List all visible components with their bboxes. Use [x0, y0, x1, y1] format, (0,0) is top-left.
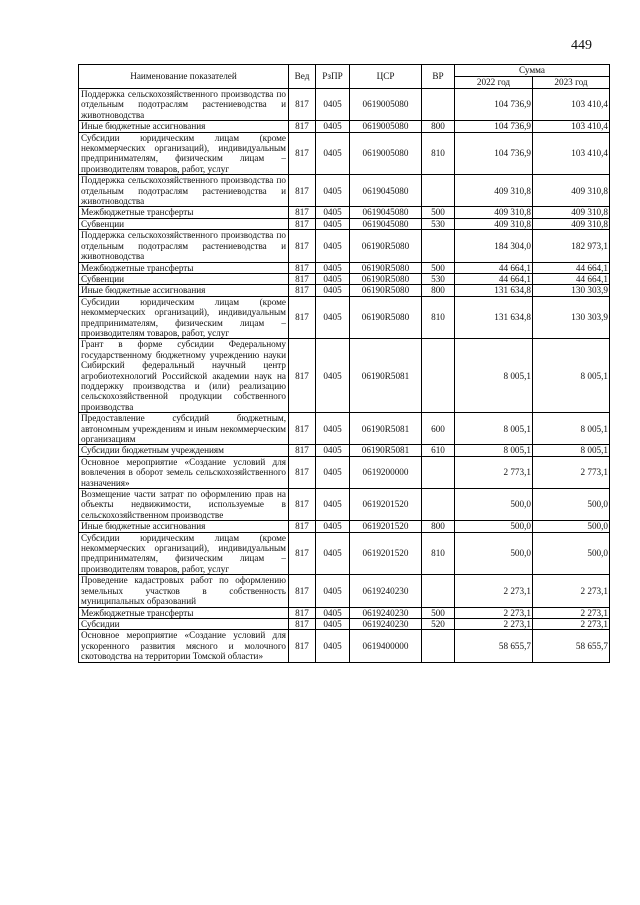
cell-rzpr: 0405 — [316, 521, 350, 532]
cell-ved: 817 — [289, 521, 316, 532]
cell-ved: 817 — [289, 445, 316, 456]
cell-name: Субсидии юридическим лицам (кроме некоммерческих организаций), индивидуальным предпринимателям, физическим лицам – производителям товаров, работ, услуг — [79, 532, 289, 575]
cell-rzpr: 0405 — [316, 296, 350, 339]
table-body — [79, 89, 610, 663]
table-row — [79, 339, 610, 413]
cell-csr: 0619005080 — [350, 89, 422, 121]
cell-vr: 800 — [422, 121, 455, 132]
table-row — [79, 175, 610, 207]
header-sum: Сумма — [455, 65, 610, 77]
cell-sum-2023: 500,0 — [533, 532, 610, 575]
table-row — [79, 445, 610, 456]
cell-sum-2022: 2 273,1 — [455, 575, 533, 607]
table-row — [79, 296, 610, 339]
cell-sum-2022: 500,0 — [455, 489, 533, 521]
cell-name: Основное мероприятие «Создание условий для вовлечения в оборот земель сельскохозяйственного назначения» — [79, 456, 289, 488]
cell-ved: 817 — [289, 273, 316, 284]
cell-ved: 817 — [289, 489, 316, 521]
cell-name: Субсидии — [79, 618, 289, 629]
cell-sum-2022: 409 310,8 — [455, 218, 533, 229]
cell-vr — [422, 175, 455, 207]
cell-sum-2022: 409 310,8 — [455, 175, 533, 207]
cell-sum-2022: 104 736,9 — [455, 121, 533, 132]
cell-sum-2022: 184 304,0 — [455, 230, 533, 262]
cell-sum-2023: 44 664,1 — [533, 273, 610, 284]
cell-csr: 0619045080 — [350, 218, 422, 229]
cell-sum-2022: 8 005,1 — [455, 339, 533, 413]
cell-sum-2022: 2 273,1 — [455, 607, 533, 618]
cell-name: Проведение кадастровых работ по оформлению земельных участков в собственность муниципальных образований — [79, 575, 289, 607]
cell-sum-2022: 500,0 — [455, 532, 533, 575]
table-row — [79, 207, 610, 218]
cell-ved: 817 — [289, 285, 316, 296]
table-row — [79, 575, 610, 607]
cell-name: Основное мероприятие «Создание условий для ускоренного развития мясного и молочного скотоводства на территории Томской области» — [79, 630, 289, 662]
cell-rzpr: 0405 — [316, 230, 350, 262]
cell-name: Предоставление субсидий бюджетным, автономным учреждениям и иным некоммерческим организациям — [79, 413, 289, 445]
cell-sum-2023: 182 973,1 — [533, 230, 610, 262]
cell-csr: 06190R5081 — [350, 339, 422, 413]
cell-ved: 817 — [289, 207, 316, 218]
cell-name: Грант в форме субсидии Федеральному государственному бюджетному учреждению науки Сибирский федеральный научный центр агробиотехнологий Российской академии наук на поддержку производства и (или) реализацию сельскохозяйственной продукции собственного производства — [79, 339, 289, 413]
table-row — [79, 285, 610, 296]
cell-sum-2023: 103 410,4 — [533, 132, 610, 175]
cell-ved: 817 — [289, 262, 316, 273]
cell-csr: 06190R5081 — [350, 445, 422, 456]
cell-name: Поддержка сельскохозяйственного производства по отдельным подотраслям растениеводства и животноводства — [79, 89, 289, 121]
cell-vr — [422, 89, 455, 121]
table-row — [79, 273, 610, 284]
cell-csr: 0619201520 — [350, 521, 422, 532]
header-year-2022: 2022 год — [455, 77, 533, 89]
cell-rzpr: 0405 — [316, 132, 350, 175]
cell-vr — [422, 630, 455, 662]
cell-rzpr: 0405 — [316, 121, 350, 132]
cell-sum-2023: 409 310,8 — [533, 207, 610, 218]
cell-vr — [422, 230, 455, 262]
table-row — [79, 630, 610, 662]
cell-sum-2022: 131 634,8 — [455, 285, 533, 296]
table-header — [79, 65, 610, 89]
cell-rzpr: 0405 — [316, 218, 350, 229]
cell-sum-2022: 131 634,8 — [455, 296, 533, 339]
cell-rzpr: 0405 — [316, 262, 350, 273]
cell-sum-2023: 500,0 — [533, 489, 610, 521]
cell-sum-2023: 409 310,8 — [533, 218, 610, 229]
cell-sum-2022: 8 005,1 — [455, 445, 533, 456]
cell-csr: 06190R5080 — [350, 230, 422, 262]
cell-sum-2022: 58 655,7 — [455, 630, 533, 662]
cell-sum-2023: 500,0 — [533, 521, 610, 532]
cell-vr — [422, 575, 455, 607]
cell-ved: 817 — [289, 532, 316, 575]
cell-sum-2022: 500,0 — [455, 521, 533, 532]
cell-ved: 817 — [289, 296, 316, 339]
header-vr: ВР — [422, 65, 455, 89]
cell-vr: 600 — [422, 413, 455, 445]
cell-name: Иные бюджетные ассигнования — [79, 285, 289, 296]
table-row — [79, 489, 610, 521]
table-row — [79, 532, 610, 575]
cell-vr: 500 — [422, 262, 455, 273]
cell-vr — [422, 456, 455, 488]
table-row — [79, 230, 610, 262]
cell-sum-2022: 2 273,1 — [455, 618, 533, 629]
cell-sum-2022: 44 664,1 — [455, 273, 533, 284]
cell-sum-2023: 2 273,1 — [533, 618, 610, 629]
cell-ved: 817 — [289, 339, 316, 413]
table-row — [79, 521, 610, 532]
cell-vr: 810 — [422, 132, 455, 175]
cell-ved: 817 — [289, 175, 316, 207]
cell-vr: 810 — [422, 532, 455, 575]
cell-ved: 817 — [289, 630, 316, 662]
cell-csr: 0619240230 — [350, 575, 422, 607]
table-row — [79, 218, 610, 229]
cell-sum-2023: 44 664,1 — [533, 262, 610, 273]
cell-rzpr: 0405 — [316, 207, 350, 218]
cell-vr: 530 — [422, 273, 455, 284]
cell-csr: 0619045080 — [350, 175, 422, 207]
cell-sum-2022: 8 005,1 — [455, 413, 533, 445]
cell-rzpr: 0405 — [316, 456, 350, 488]
header-rzpr: РзПР — [316, 65, 350, 89]
header-ved: Вед — [289, 65, 316, 89]
cell-rzpr: 0405 — [316, 532, 350, 575]
cell-vr: 800 — [422, 521, 455, 532]
page-number: 449 — [571, 38, 592, 53]
table-row — [79, 121, 610, 132]
cell-vr: 810 — [422, 296, 455, 339]
cell-rzpr: 0405 — [316, 607, 350, 618]
cell-rzpr: 0405 — [316, 273, 350, 284]
cell-ved: 817 — [289, 618, 316, 629]
cell-ved: 817 — [289, 121, 316, 132]
cell-vr: 500 — [422, 607, 455, 618]
cell-csr: 0619200000 — [350, 456, 422, 488]
cell-vr: 800 — [422, 285, 455, 296]
table-row — [79, 618, 610, 629]
cell-ved: 817 — [289, 607, 316, 618]
cell-sum-2023: 8 005,1 — [533, 413, 610, 445]
cell-sum-2023: 8 005,1 — [533, 339, 610, 413]
table-row — [79, 607, 610, 618]
cell-csr: 06190R5080 — [350, 285, 422, 296]
cell-name: Субсидии юридическим лицам (кроме некоммерческих организаций), индивидуальным предпринимателям, физическим лицам – производителям товаров, работ, услуг — [79, 296, 289, 339]
cell-vr — [422, 489, 455, 521]
cell-name: Поддержка сельскохозяйственного производства по отдельным подотраслям растениеводства и животноводства — [79, 230, 289, 262]
cell-rzpr: 0405 — [316, 175, 350, 207]
cell-vr: 500 — [422, 207, 455, 218]
cell-sum-2022: 44 664,1 — [455, 262, 533, 273]
cell-csr: 06190R5080 — [350, 273, 422, 284]
cell-csr: 0619400000 — [350, 630, 422, 662]
cell-ved: 817 — [289, 230, 316, 262]
cell-sum-2023: 130 303,9 — [533, 285, 610, 296]
budget-table — [78, 64, 610, 663]
cell-csr: 0619201520 — [350, 532, 422, 575]
cell-csr: 0619240230 — [350, 618, 422, 629]
cell-sum-2023: 2 773,1 — [533, 456, 610, 488]
cell-sum-2023: 103 410,4 — [533, 121, 610, 132]
cell-name: Межбюджетные трансферты — [79, 207, 289, 218]
cell-csr: 0619201520 — [350, 489, 422, 521]
cell-sum-2022: 104 736,9 — [455, 132, 533, 175]
cell-name: Субсидии бюджетным учреждениям — [79, 445, 289, 456]
cell-rzpr: 0405 — [316, 618, 350, 629]
cell-vr: 520 — [422, 618, 455, 629]
cell-vr: 610 — [422, 445, 455, 456]
cell-csr: 0619240230 — [350, 607, 422, 618]
table-row — [79, 132, 610, 175]
cell-name: Иные бюджетные ассигнования — [79, 521, 289, 532]
cell-csr: 06190R5080 — [350, 262, 422, 273]
table-row — [79, 262, 610, 273]
table-row — [79, 89, 610, 121]
cell-rzpr: 0405 — [316, 575, 350, 607]
header-year-2023: 2023 год — [533, 77, 610, 89]
cell-sum-2022: 409 310,8 — [455, 207, 533, 218]
cell-rzpr: 0405 — [316, 489, 350, 521]
cell-sum-2023: 58 655,7 — [533, 630, 610, 662]
cell-csr: 0619005080 — [350, 121, 422, 132]
cell-rzpr: 0405 — [316, 89, 350, 121]
header-name: Наименование показателей — [79, 65, 289, 89]
cell-ved: 817 — [289, 456, 316, 488]
cell-sum-2023: 2 273,1 — [533, 607, 610, 618]
cell-sum-2023: 409 310,8 — [533, 175, 610, 207]
cell-ved: 817 — [289, 575, 316, 607]
header-csr: ЦСР — [350, 65, 422, 89]
cell-sum-2022: 2 773,1 — [455, 456, 533, 488]
cell-rzpr: 0405 — [316, 413, 350, 445]
cell-name: Межбюджетные трансферты — [79, 607, 289, 618]
cell-csr: 06190R5081 — [350, 413, 422, 445]
cell-name: Возмещение части затрат по оформлению прав на объекты недвижимости, используемые в сельскохозяйственном производстве — [79, 489, 289, 521]
cell-name: Иные бюджетные ассигнования — [79, 121, 289, 132]
cell-sum-2022: 104 736,9 — [455, 89, 533, 121]
cell-name: Субсидии юридическим лицам (кроме некоммерческих организаций), индивидуальным предпринимателям, физическим лицам – производителям товаров, работ, услуг — [79, 132, 289, 175]
cell-vr — [422, 339, 455, 413]
cell-vr: 530 — [422, 218, 455, 229]
cell-name: Поддержка сельскохозяйственного производства по отдельным подотраслям растениеводства и животноводства — [79, 175, 289, 207]
table-row — [79, 456, 610, 488]
cell-ved: 817 — [289, 89, 316, 121]
cell-name: Межбюджетные трансферты — [79, 262, 289, 273]
cell-ved: 817 — [289, 413, 316, 445]
cell-csr: 0619045080 — [350, 207, 422, 218]
cell-csr: 0619005080 — [350, 132, 422, 175]
cell-name: Субвенции — [79, 218, 289, 229]
cell-rzpr: 0405 — [316, 445, 350, 456]
table-row — [79, 413, 610, 445]
cell-rzpr: 0405 — [316, 339, 350, 413]
cell-ved: 817 — [289, 218, 316, 229]
cell-name: Субвенции — [79, 273, 289, 284]
cell-ved: 817 — [289, 132, 316, 175]
cell-sum-2023: 8 005,1 — [533, 445, 610, 456]
cell-rzpr: 0405 — [316, 630, 350, 662]
cell-sum-2023: 103 410,4 — [533, 89, 610, 121]
cell-csr: 06190R5080 — [350, 296, 422, 339]
cell-rzpr: 0405 — [316, 285, 350, 296]
cell-sum-2023: 130 303,9 — [533, 296, 610, 339]
cell-sum-2023: 2 273,1 — [533, 575, 610, 607]
